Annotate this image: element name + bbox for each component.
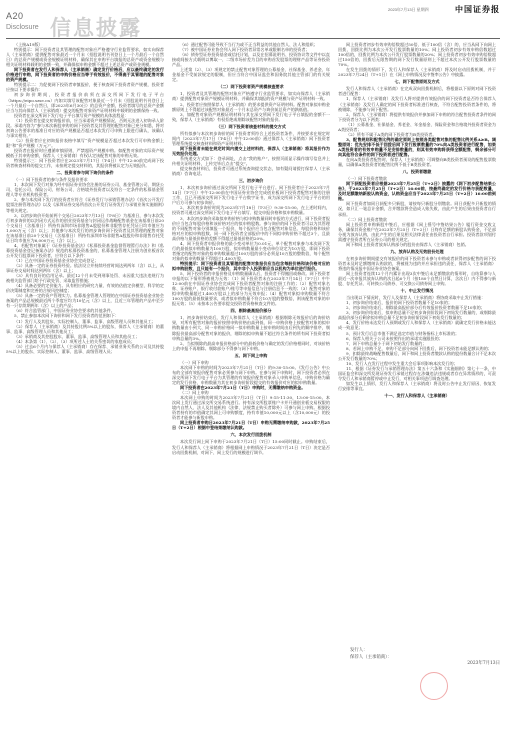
paragraph: （4）具备必要的定价能力。具有相应的研究力量、有效的估值定价模型、科学的定价决策制度和完善的合规风控制度； <box>6 283 164 294</box>
paragraph: 4、网下投资者申报价格的最小变动单位为0.01元，单个配售对象参与本次网下发行的最低拟申购数量为100万股，拟申购数量最小变动单位设定为10万股，即网下投资者指定的配售对象的拟申购数量超过100万股的部分必须是10万股的整数倍，每个配售对象的拟申购数量不得超过1,400万股。 <box>172 240 330 261</box>
section-heading: 四、剔除最高报价部分 <box>230 308 272 314</box>
newspaper-name: 中国证券报 <box>455 4 500 14</box>
paragraph: 1、投资者及其管理的配售对象应严格遵守行业监管要求，如实向保荐人（主承销商）提供配售对象资产规模证明材料，并确保其填报的资产规模与资产证明材料一致。 <box>172 91 330 102</box>
paragraph: 网下和网上投资者放弃认购部分的股份由保荐人（主承销商）包销。 <box>346 241 469 247</box>
paragraph: 网下投资者在2023年7月21日（T日）申购时，无需缴纳申购资金。 <box>180 385 306 390</box>
paragraph: 3、本次初步询价采取拟申购价格与拟申购数量同时申报的方式进行，网下投资者报价应当包含每股价格和该价格对应的拟申购股数。参与询价的网下投资者可以为其管理的不同配售对象分别填报一个报价，每个报价应当包含配售对象信息、每股价格和该价格对应的拟申购股数。同一网下投资者全部报价中的不同拟申购价格不超过3个，且最高价格与最低价格的差额不得超过最低价格的20%。 <box>172 215 330 241</box>
paragraph: 6、保荐人相关子公司未按照作出的承诺实施跟投的； <box>346 335 443 341</box>
paragraph: 3、以初步询价开始前两个交易日2023年7月13日（T-8日）为基准日，参与本次发行初步询价的以封闭方式运作的创业投资基金与封闭运作战略配售基金在该基准日前20个交易日（含基准日）所持有深圳市场非限售A股股份和非限售存托凭证日均市值应为1,000万元（含）以上；其他参与本次发行的初步询价网下投资者及其管理的配售对象在该基准日前20个交易日（含基准日）所持有深圳市场非限售A股股份和非限售存托凭证日均市值应为6,000万元（含）以上。 <box>6 212 164 243</box>
section-heading: 三、初步询价 <box>238 178 264 184</box>
paragraph: 1、本次初步询价通过深交所网下发行电子平台进行。网下投资者应于2023年7月14日（T-7日）中午12:00前在中国证券业协会完成创业板网下投资者配售对象的注册工作，且已开通深交所网下发行电子平台数字证书，成为深交所网下发行电子平台的用户后方可参与初步询价。 <box>172 185 330 206</box>
paragraph: 上述第（2）、（3）项规定的禁止配售对象管理的公募基金、社保基金、养老金、年金基金不受前款规定的限制，但应当符合中国证监会和国务院其他主管部门的有关规定。 <box>172 67 330 83</box>
paragraph: 特别提示：网下投资者及其管理的配售对象报价应当包含每股价格和该价格对应的拟申购股数，且只能有一个报价，其中非个人投资者应当以机构为单位进行报价。 <box>172 260 330 271</box>
section-title: 信息披露 <box>50 16 142 40</box>
lead-underwriter-label: 保荐人（主承销商）： <box>350 654 392 660</box>
section-heading: 六、本次发行回拨机制 <box>230 432 272 438</box>
paragraph: 所有拟参与本次初步询价的网下投资者须符合上述投资者条件，并按要求在规定时间内（2023年7月17日（T-4日）中午12:00前）通过保荐人（主承销商）网下投资者管理系统提交核查材料和资产证明材料。 <box>172 130 330 146</box>
paragraph: 投资者在报价时应遵循审慎原则，严禁超资产规模申购。如配售对象的实际资产规模低于其申购金额，保荐人（主承销商）有权认定该配售对象的申购无效。 <box>6 147 164 159</box>
paragraph: （1）发行人及其股东、实际控制人、董事、监事、高级管理人员和其他员工； <box>14 318 156 324</box>
paragraph: 在初步询价期间提交有效报价的网下投资者未参与申购或者获得初步配售的网下投资者未及时足额缴纳认购款的，将被视为违约并应承担违约责任，保荐人（主承销商）将违约情况报中国证券业协会备案。 <box>338 255 496 271</box>
paragraph: （2）投资者应在初询报价表格中填写“资产规模是否超过本次发行可申购金额上限”和“资产规模（万元）”。 <box>6 137 164 148</box>
paragraph: 10、发行人在发行过程中发生重大会后事项影响本次发行的； <box>346 360 458 366</box>
paragraph: 2、参与本次网下发行的投资者应符合《证券发行与承销管理办法》《首次公开发行股票注册管理办法》以及《深圳证券交易所首次公开发行证券发行与承销业务实施细则》等相关规定。 <box>6 197 164 213</box>
paragraph: （6）符合监管部门、中国证券业协会要求的其他条件。 <box>14 308 115 314</box>
paragraph: 网下投资者如同日获配多只新股，请按每只新股分别缴款。同日获配多只新股的情况，如只汇一笔总计金额，合并缴款将会造成入账失败，由此产生的后果由投资者自行承担。 <box>338 201 496 217</box>
section-heading: 八、投资者缴款 <box>402 169 432 175</box>
paragraph: 如发生以上情形，发行人和保荐人（主承销商）将及时公告中止发行原因、恢复发行安排等事宜。 <box>338 381 496 392</box>
paragraph: （6）通过配售可能导致不当行为或不正当利益的其他自然人、法人和组织； <box>180 42 318 47</box>
section-heading: 七、网下配售原则及方式 <box>394 79 440 85</box>
publish-date: 2023年7月13日 星期四 <box>388 7 429 12</box>
paragraph: 特别提示二：为促使网下投资者审慎报价，便于核查网下投资者资产规模，投资者应按以下要求操作： <box>6 82 164 93</box>
paragraph: （2）保荐人（主承销商）及其持股比例5%以上的股东，保荐人（主承销商）的董事、监事、高级管理人员和其他员工； <box>6 323 164 334</box>
paragraph: 网上投资者申购新股中签后，应根据《网上摇号中签结果公告》履行资金交收义务，确保其资金账户在2023年7月25日（T+2日）日终有足额的新股认购资金，不足部分视为放弃认购，由此产生的后果及相关法律责任由投资者自行承担。投资者款项划付需遵守投资者所在证券公司的相关规定。 <box>338 221 496 242</box>
paragraph: 9、扣除最终战略配售数量后，网下和网上投资者缴款认购的股份数量合计不足本次公开发行数量的70%； <box>338 350 496 361</box>
paragraph: 4、若配售对象属于《证券投资基金法》《私募投资基金监督管理暂行办法》和《私募投资基金登记备案办法》规范的私募投资基金的，私募基金管理人注册为创业板首次公开发行股票网下投资者，应符合以下条件： <box>6 242 164 258</box>
paragraph: 3、初步询价结束后，拟申购总量不足初步询价阶段网下初始发行数量的，或剔除最高报价部分后剩余拟申购总量不足初步询价阶段网下初始发行数量的； <box>338 310 496 321</box>
section-heading: （二）网下投资者资产规模核查要求 <box>218 84 284 90</box>
article-body <box>6 42 500 742</box>
paragraph: 2、初步询价结束后，剔除最高报价部分后有效报价投资者数量不足10家的； <box>346 305 485 311</box>
paragraph: 发行人和保荐人（主承销商）在完成双向回拨机制后，将根据以下原则对网下投资者进行配售： <box>338 86 496 97</box>
paragraph: 网下获配投资者应根据2023年7月25日（T+2日）披露的《网下初步配售结果公告》，于2023年7月25日（T+2日）16:00前，按最终确定的发行价格与获配数量，及时足额缴纳新股认购资金，认购资金应当于2023年7月25日（T+2日）16:00前到账。 <box>338 181 496 202</box>
paragraph: 投资者在深交所网下发行电子平台填写资产规模的具体流程是： <box>14 112 129 118</box>
paragraph: （一）网下投资者的参与条件及报价要求 <box>14 177 88 183</box>
paragraph: （一）网下投资者缴款 <box>346 176 387 182</box>
paragraph: （4）本条第（1）、（2）、（3）项所述人士的关系密切的家庭成员； <box>14 338 135 344</box>
signature-block <box>350 648 500 668</box>
company-seal <box>420 672 448 700</box>
paragraph: （二）网上申购 <box>180 390 209 396</box>
paragraph: 本次网下申购的时间为2023年7月21日（T日）的9:30-15:00。《发行公告》中公布的全部有效报价配售对象必须参与网下申购。在参与网下申购时，网下投资者必须在深交所网下发行电子平台为其管理的有效报价配售对象录入申购单信息，申购价格为确定的发行价格，申购数量为其在初步询价阶段提交的有效报价对应的拟申购数量。 <box>172 364 330 385</box>
section-heading: 二、投资者参与网下询价的条件 <box>56 170 114 176</box>
paragraph: （1）投资者在提交初询报价前，应当承诺资产规模情况，否则无法进入初询录入阶段。承诺内容为“参与本次新股申购的网下投资者及其管理的配售对象已充分知悉，将对初询公告要求的基准日对应的资产规模是否超过本次发行可申购上限进行确认，该确认与事实相符。” <box>6 117 164 138</box>
paragraph: （1）已在中国证券投资基金业协会完成登记； <box>14 257 99 263</box>
paragraph: 本次发行网上网下申购于2023年7月21日（T日）15:00同时截止。申购结束后，发行人和保荐人（主承销商）将根据网上申购情况于2023年7月21日（T日）决定是否启动回拨机制，对网下、网上发行的规模进行调节。 <box>172 439 330 455</box>
paragraph: 网下投资者未能在规定时间内提交上述材料的，保荐人（主承销商）将其报价作为无效报价处理。 <box>172 145 330 156</box>
paragraph: 当出现以下情况时，发行人及保荐人（主承销商）将协商采取中止发行措施： <box>346 295 486 301</box>
paragraph: （1）公募基金、社保基金、养老金、年金基金、保险资金和合格境外投资者资金为A类投资者； <box>338 121 496 132</box>
paragraph: （3）具有良好的信用记录。最近12个月未受到刑事处罚、未因重大违法违规行为被相关监管部门给予行政处罚、采取监管措施； <box>6 273 164 284</box>
paragraph: （上接A19版） <box>14 42 43 47</box>
paragraph: （二）网上投资者缴款 <box>346 216 387 222</box>
paragraph: 在发生回拨的情形下，发行人和保荐人（主承销商）将及时启动回拨机制，并于2023年7月24日（T+1日）在《网上申购情况及中签率公告》中披露。 <box>338 67 496 78</box>
paragraph: 特别提示：网下投资者及其管理的配售对象应严格遵守行业监管要求，如实向保荐人（主承销商）提供配售对象最近一个月末（招股说明书刊登日上一个月最后一个自然日）的总资产规模或资金规模证明材料，确保其在申购平台填报的总资产或资金规模与相关证明材料载明的金额一致，并确保拟申购金额不超过上述总资产或资金规模。 <box>6 47 164 68</box>
paragraph: 2、投资者应按照保荐人（主承销商）的要求提供资产证明材料。配售对象拟申购金额原则上不得超过该配售对象最近一个月末总资产与询价前总资产的孰低值。 <box>172 101 330 112</box>
signature-date: 2023年7月13日 <box>467 661 500 666</box>
paragraph: 本次网上申购的时间为2023年7月21日（T日）9:15-11:30，13:00-15:00。本次网上发行通过深交所交易系统进行。持有深交所股票账户卡并开通创业板交易权限的境内自然人、法人及其他机构（法律、法规禁止购买者除外）可参与网上申购。根据投资者持有的市值确定其网上可申购额度，持有市值10,000元以上（含10,000元）的投资者才能参与新股申购。 <box>172 395 330 421</box>
paragraph: 网上投资者申购日2023年7月21日（T日）申购无需缴纳申购款，2023年7月25日（T+2日）根据中签结果缴纳认购款。 <box>172 420 330 431</box>
paragraph: 1、初步询价结束后，报价的网下投资者数量不足10家的； <box>346 300 453 306</box>
section-heading: 五、网下网上申购 <box>234 352 268 358</box>
paragraph: （7）被中国证券业协会列入网下投资者异常名单或限制名单的投资者； <box>180 47 310 53</box>
page-code: A20 <box>6 11 24 21</box>
column-1 <box>6 42 164 742</box>
column-3 <box>338 42 496 742</box>
paragraph: 4、发行价格未达发行人预期或发行人和保荐人（主承销商）就确定发行价格未能达成一致意见； <box>338 320 496 331</box>
paragraph: 2、当拟剔除的最高申报价格部分中的最低价格与确定的发行价格相同时，对该价格上的申报不再剔除。剔除部分不得参与网下申购。 <box>172 340 330 351</box>
paragraph: （5）具备一定的资产管理实力。私募基金管理人管理的在中国证券投资基金业协会备案的产品总规模最近两个季度应均为10亿元（含）以上，且近三年管理的产品中至少有一只存续期两年（含）以上的产品； <box>6 293 164 309</box>
paragraph: 网上投资者连续12个月内累计出现3次中签后未足额缴款的情形时，自结算参与人最近一次申报其放弃认购的次日起6个月（按180个自然日计算，含次日）内不得参与新股、存托凭证、可转换公司债券、可交换公司债券网上申购。 <box>338 271 496 287</box>
paragraph: 11、根据《证券发行与承销管理办法》第五十六条和《实施细则》第七十一条，中国证监会和深交所发现证券发行承销过程存在涉嫌违法违规或者存在异常情形的，可责令发行人和承销商暂停或中止发行，对相关事项进行调查处理。 <box>338 365 496 381</box>
paragraph: 系统递交方式如下：登录网址，点击“我的账户”，按照页面显示操作填写信息并上传相关证明材料，上传完毕后点击“提交”。 <box>172 155 330 167</box>
paragraph: 7、网下申购总量小于网下初始发行数量的； <box>346 340 427 346</box>
section-heading: （三）网下投资者核查材料的提交方式 <box>216 123 286 129</box>
issuer-label: 发行人： <box>350 648 368 653</box>
paragraph: （3）承销商及其控股股东、董事、监事、高级管理人员和其他员工； <box>14 333 140 339</box>
section-english-title: Disclosure <box>6 24 39 31</box>
section-heading: 九、放弃认购及无效股份处理 <box>390 248 444 254</box>
paragraph: 3、如配售对象资产规模证明材料与其在深交所网下发行电子平台填报的金额不一致，保荐人（主承销商）有权拒绝或剔除该配售对象的报价。 <box>172 111 330 122</box>
paragraph: 5、禁止参加本次网下询价和网下发行投资者的范围如下： <box>14 313 119 319</box>
section-heading: 十、中止发行情况 <box>400 288 434 294</box>
paragraph: 2、保荐人（主承销商）将提供有效报价并参加网下申购的符合配售投资者条件的网下投资者分为以下两类： <box>338 111 496 122</box>
paragraph: 5、预计发行后总市值不满足选定市值与财务指标上市标准的； <box>346 330 460 336</box>
paragraph: 2、本次初步询价时间为2023年7月18日（T-3日）9:30-15:00。在上述时间内，投资者可通过深交所网下发行电子平台填写、提交申报价格和拟申购数量。 <box>172 205 330 216</box>
paragraph: 特别提示三：网下投资者应在2023年7月17日（T-4日）中午12:00前完成网下投资者核查材料的提交工作，未按规定提交材料的，其报价将被认定为无效报价。 <box>6 158 164 169</box>
paragraph: 3、配售规则和配售比例的确定原则上按照各类配售对象的配售比例关系A≥B。调整原则：优先安排不低于回拨后网下发行股票数量的70%向A类投资者进行配售，如果A类投资者的有效申购量不足安排数量的，则其有效申购将获得全额配售，剩余部分可向其他符合条件的网下投资者进行配售。 <box>338 136 496 157</box>
section-heading: 十一、发行人和保荐人（主承销商） <box>384 393 450 399</box>
column-2 <box>172 42 330 742</box>
paragraph: 在向A类投资者配售时，保荐人（主承销商）可调整向B类投资者预设的配售股票数量，以确保A类投资者的配售比例不低于B类投资者。 <box>338 157 496 168</box>
paragraph: 网下投资者在发行人和保荐人（主承销商）确定发行价格后，应以最终确定的发行价格进行申购，网下投资者的申购价格应当等于有效报价，不得高于其管理的配售对象的资产规模。 <box>6 67 164 83</box>
paragraph: 1、本次网下发行对象为经中国证券业协会注册的证券公司、基金管理公司、期货公司、信托公司、保险公司、财务公司、合格境外投资者以及符合一定条件的私募基金管理人等专业机构投资者。 <box>6 182 164 198</box>
paragraph: （5）过去6个月内与保荐人（主承销商）存在保荐、承销业务关系的公司及其持股5%以上的股东、实际控制人、董事、监事、高级管理人员； <box>6 343 164 354</box>
paragraph: 网上投资者初步有效申购倍数超过50倍、低于100倍（含）的，应当从网下向网上回拨，回拨比例为本次公开发行股票数量的10%；网上投资者初步有效申购倍数超过100倍的，回拨比例为本次公开发行股票数量的20%；网上投资者初步有效申购倍数超过150倍的，回拨后无限售期的网下发行数量原则上不超过本次公开发行股票数量的70%。 <box>338 42 496 68</box>
paragraph: 1、保荐人（主承销商）及发行人将对提供有效报价的网下投资者是否符合保荐人（主承销商）及发行人确定的网下投资者标准进行核查，不符合配售投资者条件的，将被剔除，不能参与网下配售。 <box>338 96 496 112</box>
paragraph: 8、若网上申购不足，申购不足部分向网下回拨后，网下投资者未能足额认购的； <box>346 345 492 351</box>
paragraph: （一）网下申购 <box>180 359 209 365</box>
paragraph: （2）具备一定的证券投资经验。依法设立并持续经营时间达到两年（含）以上，从事证券交易时间达到两年（含）以上； <box>6 263 164 274</box>
paragraph: （8）债券型证券投资基金或信托计划，以及在招募说明书、投资协议等文件中以直接或间接方式载明以博取一、二级市场价差为目的申购首发股票的理财产品等证券投资产品。 <box>172 52 330 68</box>
paragraph: 1、初步询价结束后，发行人和保荐人（主承销商）根据剔除无效报价后的询价结果，对所有配售对象的报价按照申购价格由高到低、同一申购价格上按配售对象的拟申购数量由小到大、同一申购价格同一拟申购数量上按申购时间由后到先的顺序排序，剔除报价最高部分配售对象的报价，剔除的拟申购量不超过符合条件的所有网下投资者拟申购总量的3%。 <box>172 315 330 341</box>
paragraph: （2）所有不属于A类的网下投资者为B类投资者。 <box>346 131 437 137</box>
paragraph: 5、网下投资者的申报价格及申购数量确认后，投资者不得撤回或修改。网下投资者申报的以下情形将被视为无效：（1）网下投资者未在2023年7月14日（T-7日）中午12:00前在中国证券业协会完成网下投资者配售对象的注册工作的；（2）配售对象名称、证券账户、银行收付款账户/账号等申报信息与注册信息不一致的；（3）配售对象的拟申购数量超过1,400万股以上的部分为无效申报；（4）配售对象拟申购数量不符合100万股的最低数量要求，或者拟申购数量不符合10万股的整数倍，则该配售对象的申报无效；（5）未按本公告要求提交投资者资格核查文件的。 <box>172 271 330 307</box>
paragraph: 提交核查材料后，投资者可通过系统查询提交状态，如有疑问请拨打保荐人（主承销商）咨询电话。 <box>172 166 330 177</box>
section-header <box>6 10 186 38</box>
paragraph: 初步询价期间，投资者报价前须在深交所网下发行电子平台（https://eipo.szse.cn）内如实填写该配售对象最近一个月末（招股说明书刊登日上一个月最后一个自然日，即2023年6月30日）的总资产金额，投资者填写的总资产金额应当与其向保荐人（主承销商）提交的配售对象资产证明材料中载明的金额保持一致。 <box>6 92 164 113</box>
header-rule <box>6 38 500 39</box>
